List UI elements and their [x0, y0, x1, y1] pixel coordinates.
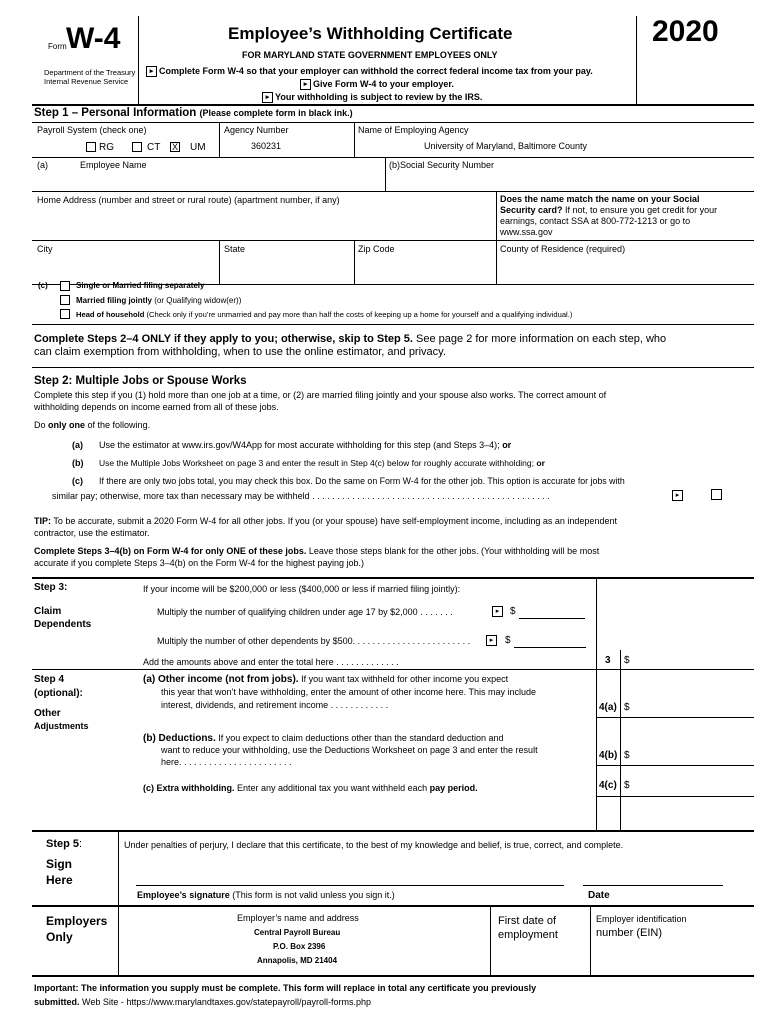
instruction-2: ▸ Give Form W-4 to your employer. — [300, 79, 454, 90]
filing-married-label: Married filing jointly (or Qualifying widow(er)) — [76, 296, 242, 305]
step2-a-text: Use the estimator at www.irs.gov/W4App for most accurate withholding for this step (and Steps 3–4); or — [99, 440, 512, 450]
agency-label: Agency Number — [224, 125, 289, 135]
steps-note: Complete Steps 2–4 ONLY if they apply to you; otherwise, skip to Step 5. See page 2 for more information on each step, who — [34, 333, 667, 345]
c-label: (c) — [38, 281, 48, 290]
step4b-line2: want to reduce your withholding, use the Deductions Worksheet on page 3 and enter the result — [161, 745, 538, 755]
employing-value: University of Maryland, Baltimore County — [424, 141, 588, 151]
county-label: County of Residence (required) — [500, 244, 626, 254]
step4-adjustments: Adjustments — [34, 721, 89, 731]
tip-text: TIP: To be accurate, submit a 2020 Form W-4 for all other jobs. If you (or your spouse) have self-employment income, including as an independent — [34, 516, 617, 526]
step3-label: Step 3: — [34, 582, 68, 593]
line-3-dollar: $ — [624, 655, 630, 666]
step3-total: Add the amounts above and enter the total here . . . . . . . . . . . . . — [143, 657, 399, 667]
rg-checkbox[interactable] — [86, 142, 96, 152]
instruction-1: ▸ Complete Form W-4 so that your employer can withhold the correct federal income tax from your pay. — [146, 66, 593, 77]
step5-label: Step 5: — [46, 838, 83, 850]
ein-label: Employer identification — [596, 914, 687, 924]
tip-line2: contractor, use the estimator. — [34, 528, 150, 538]
employers-only-label: Only — [46, 930, 73, 944]
city-label: City — [37, 244, 53, 254]
employer-name-label: Employer’s name and address — [237, 913, 359, 923]
married-checkbox[interactable] — [60, 295, 70, 305]
ct-label: CT — [147, 142, 161, 153]
filing-head-label: Head of household (Check only if you’re unmarried and pay more than half the costs of keeping up a home for yourself and a qualifying individual.) — [76, 310, 573, 319]
ct-checkbox[interactable] — [132, 142, 142, 152]
step3-line2: Multiply the number of other dependents by $500. . . . . . . . . . . . . . . . . . . . . . . . — [157, 636, 471, 646]
arrow-right-icon: ▸ — [146, 66, 157, 77]
employer-name-1: Central Payroll Bureau — [254, 928, 341, 937]
step2-line1: Complete this step if you (1) hold more than one job at a time, or (2) are married filing jointly and your spouse also works. The correct amount of — [34, 390, 607, 400]
step5-sign: Sign — [46, 857, 72, 871]
single-checkbox[interactable] — [60, 281, 70, 291]
form-word: Form — [48, 42, 67, 51]
step2-a-label: (a) — [72, 440, 83, 450]
step3-line1: Multiply the number of qualifying children under age 17 by $2,000 . . . . . . . — [157, 607, 453, 617]
ein-label-2: number (EIN) — [596, 927, 663, 939]
dept-line1: Department of the Treasury — [44, 68, 136, 77]
step4a-line1: (a) Other income (not from jobs). If you want tax withheld for other income you expect — [143, 674, 509, 685]
form-year: 2020 — [652, 15, 719, 48]
footer-website: submitted. Web Site - https://www.marylandtaxes.gov/statepayroll/payroll-forms.php — [34, 997, 371, 1007]
state-label: State — [224, 244, 246, 254]
step1-heading: Step 1 – Personal Information (Please complete form in black ink.) — [34, 107, 353, 119]
agency-value: 360231 — [251, 141, 282, 151]
step2-b-label: (b) — [72, 458, 84, 468]
steps34-line2: accurate if you complete Steps 3–4(b) on the Form W-4 for the highest paying job.) — [34, 558, 365, 568]
step3-claim: Claim — [34, 606, 62, 617]
step2-c-text1: If there are only two jobs total, you may check this box. Do the same on Form W-4 for the other job. This option is accurate for jobs with — [99, 476, 625, 486]
two-jobs-checkbox[interactable] — [711, 489, 722, 500]
arrow-right-icon: ▸ — [486, 635, 497, 646]
form-number: W-4 — [66, 22, 121, 55]
rg-label: RG — [99, 142, 114, 153]
employer-name-3: Annapolis, MD 21404 — [257, 956, 338, 965]
employers-label: Employers — [46, 914, 108, 928]
step4b-line3: here. . . . . . . . . . . . . . . . . . . . . . . — [161, 757, 292, 767]
step3-intro: If your income will be $200,000 or less ($400,000 or less if married filing jointly): — [143, 584, 461, 594]
step2-c-label: (c) — [72, 476, 83, 486]
filing-single-label: Single or Married filing separately — [76, 281, 205, 290]
steps-note-line2: can claim exemption from withholding, when to use the online estimator, and privacy. — [34, 346, 446, 358]
arrow-right-icon: ▸ — [262, 92, 273, 103]
form-subtitle: FOR MARYLAND STATE GOVERNMENT EMPLOYEES ONLY — [242, 50, 498, 60]
step4-label: Step 4 — [34, 674, 65, 685]
first-date-label: First date of — [498, 915, 557, 927]
ssn-label: (b)Social Security Number — [389, 160, 495, 170]
step4-other: Other — [34, 708, 61, 719]
arrow-right-icon: ▸ — [300, 79, 311, 90]
head-household-checkbox[interactable] — [60, 309, 70, 319]
first-date-label-2: employment — [498, 929, 558, 941]
date-label: Date — [588, 890, 610, 901]
line-4c-dollar: $ — [624, 780, 630, 791]
employee-name-label: Employee Name — [80, 160, 147, 170]
step2-heading: Step 2: Multiple Jobs or Spouse Works — [34, 375, 247, 387]
um-label: UM — [190, 142, 206, 153]
step4c-line: (c) Extra withholding. Enter any additional tax you want withheld each pay period. — [143, 783, 478, 793]
employer-name-2: P.O. Box 2396 — [273, 942, 326, 951]
arrow-right-icon: ▸ — [672, 490, 683, 501]
a-label: (a) — [37, 160, 48, 170]
line-4a-dollar: $ — [624, 702, 630, 713]
perjury-statement: Under penalties of perjury, I declare that this certificate, to the best of my knowledge and belief, is true, correct, and complete. — [124, 840, 624, 850]
step4-optional: (optional): — [34, 688, 83, 699]
zip-label: Zip Code — [358, 244, 395, 254]
footer-important: Important: The information you supply must be complete. This form will replace in total any certificate you previously — [34, 983, 537, 993]
step2-b-text: Use the Multiple Jobs Worksheet on page 3 and enter the result in Step 4(c) below for roughly accurate withholding; or — [99, 458, 545, 468]
step2-line2: withholding depends on income earned from all of these jobs. — [34, 402, 279, 412]
form-title: Employee’s Withholding Certificate — [228, 24, 513, 43]
line-3-number: 3 — [605, 655, 611, 666]
step5-here: Here — [46, 873, 73, 887]
line-4a-number: 4(a) — [599, 702, 617, 713]
um-checkbox[interactable]: X — [171, 142, 178, 152]
ssa-note: Does the name match the name on your Social Security card? If not, to ensure you get credit for your earnings, contact SSA at 800-772-1213 or go to www.ssa.gov — [500, 194, 718, 237]
arrow-right-icon: ▸ — [492, 606, 503, 617]
payroll-label: Payroll System (check one) — [37, 125, 147, 135]
steps34-note: Complete Steps 3–4(b) on Form W-4 for only ONE of these jobs. Leave those steps blank for the other jobs. (Your withholding will be most — [34, 546, 600, 556]
step2-c-text2: similar pay; otherwise, more tax than necessary may be withheld . . . . . . . . . . . . . . . . . . . . . . . . . . . . . . . . . . . . . . . . . . . . . . . . — [52, 491, 550, 501]
instruction-3: ▸ Your withholding is subject to review by the IRS. — [262, 92, 482, 103]
line-4b-number: 4(b) — [599, 750, 618, 761]
step4a-line3: interest, dividends, and retirement income . . . . . . . . . . . . — [161, 700, 389, 710]
line-4b-dollar: $ — [624, 750, 630, 761]
step4a-line2: this year that won’t have withholding, enter the amount of other income here. This may include — [161, 687, 537, 697]
step3-dollar1: $ — [510, 606, 516, 617]
line-4c-number: 4(c) — [599, 780, 617, 791]
dept-line2: Internal Revenue Service — [44, 77, 129, 86]
step4b-line1: (b) Deductions. If you expect to claim deductions other than the standard deduction and — [143, 733, 504, 744]
signature-label: Employee’s signature (This form is not valid unless you sign it.) — [137, 890, 395, 900]
step3-dependents: Dependents — [34, 619, 92, 630]
address-label: Home Address (number and street or rural route) (apartment number, if any) — [37, 195, 340, 205]
employing-label: Name of Employing Agency — [358, 125, 469, 135]
step3-dollar2: $ — [505, 635, 511, 646]
step2-do-only: Do only one of the following. — [34, 420, 151, 430]
